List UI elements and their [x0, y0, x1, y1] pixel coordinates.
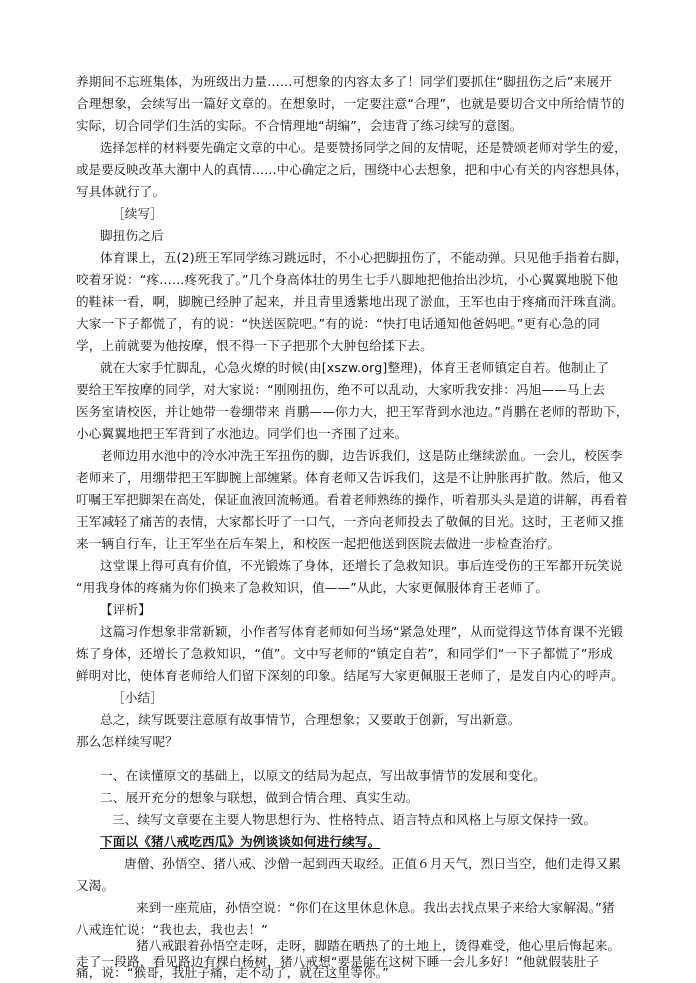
text-line: 总之，续写既要注意原有故事情节，合理想象；又要敢于创新，写出新意。: [100, 712, 521, 727]
text-line: 八戒连忙说：“我也去，我也去！”: [76, 922, 268, 937]
text-line: 要给王军按摩的同学，对大家说：“刚刚扭伤，绝不可以乱动，大家听我安排：冯旭——马上去: [76, 382, 606, 397]
text-line: 炼了身体，还增长了急救知识，“值”。文中写老师的“镇定自若”，和同学们“一下子都慌了”形成: [76, 646, 614, 661]
text-line: 就在大家手忙脚乱，心急火燎的时候(由[xszw.org]整理)，体育王老师镇定自若。他制止了: [100, 360, 610, 375]
section-label: 【评析】: [100, 602, 151, 617]
text-line: 来一辆自行车，让王军坐在后车架上，和校医一起把他送到医院去做进一步检查治疗。: [76, 536, 561, 551]
text-line: 走了一段路，看见路边有棵白杨树，猪八戒想“要是能在这树下睡一会儿多好！”他就假装肚子: [76, 954, 600, 969]
text-line: 选择怎样的材料要先确定文章的中心。是要赞扬同学之间的友情呢，还是赞颂老师对学生的爱，: [100, 140, 627, 155]
text-line: 痛，说：“猴哥，我肚子痛，走不动了，就在这里等你。”: [76, 965, 389, 980]
step-item: 二、展开充分的想象与联想，做到合情合理、真实生动。: [100, 790, 419, 805]
example-heading: 下面以《猪八戒吃西瓜》为例谈谈如何进行续写。: [100, 834, 381, 849]
text-line: 这篇习作想象非常新颖，小作者写体育老师如何当场“紧急处理”，从而觉得这节体育课不光锻: [100, 624, 624, 639]
text-line: 来到一座荒庙，孙悟空说：“你们在这里休息休息。我出去找点果子来给大家解渴。”猪: [136, 900, 615, 915]
text-line: 叮嘱王军把脚架在高处，保证血液回流畅通。看着老师熟练的操作，听着那头头是道的讲解，再看着: [76, 492, 628, 507]
text-line: “用我身体的疼痛为你们换来了急救知识，值——”从此，大家更佩服体育王老师了。: [76, 580, 549, 595]
text-line: 老师边用水池中的冷水冲洗王军扭伤的脚，边告诉我们，这是防止继续淤血。一会儿，校医李: [100, 448, 623, 463]
text-line: 咬着牙说：“疼……疼死我了。”几个身高体壮的男生七手八脚地把他抬出沙坑，小心翼翼地脱下他: [76, 272, 619, 287]
text-line: 唐僧、孙悟空、猪八戒、沙僧一起到西天取经。正值６月天气，烈日当空，他们走得又累: [124, 856, 622, 871]
text-line: 体育课上，五(2)班王军同学练习跳远时，不小心把脚扭伤了，不能动弹。只见他手指着右脚，: [100, 250, 629, 265]
text-line: 写具体就行了。: [76, 184, 166, 199]
step-item: 三、续写文章要在主要人物思想行为、性格特点、语言特点和风格上与原文保持一致。: [112, 812, 597, 827]
text-line: 老师来了，用绷带把王军脚腕上部缠紧。体育老师又告诉我们，这是不让肿胀再扩散。然后，他又: [76, 470, 624, 485]
step-item: 一、在读懂原文的基础上，以原文的结局为起点，写出故事情节的发展和变化。: [100, 768, 547, 783]
text-line: 的鞋袜一看，啊，脚腕已经肿了起来，并且青里透紫地出现了淤血，王军也由于疼痛而汗珠直淌。: [76, 294, 624, 309]
text-line: 养期间不忘班集体，为班级出力量……可想象的内容太多了！同学们要抓住“脚扭伤之后”来展开: [76, 74, 612, 89]
text-line: 或是要反映改革大潮中人的真情……中心确定之后，围绕中心去想象，把和中心有关的内容想具体，: [76, 162, 628, 177]
text-line: 小心翼翼地把王军背到了水池边。同学们也一齐围了过来。: [76, 426, 408, 441]
text-line: 医务室请校医，并让她带一卷绷带来 肖鹏——你力大，把王军背到水池边。”肖鹏在老师的帮助下，: [76, 404, 629, 419]
text-line: 王军减轻了痛苦的表情，大家都长吁了一口气，一齐向老师投去了敬佩的目光。这时，王老师又推: [76, 514, 624, 529]
section-label: ［续写］: [112, 206, 163, 221]
text-line: 大家一下子都慌了，有的说：“快送医院吧。”有的说：“快打电话通知他爸妈吧。”更有心急的同: [76, 316, 600, 331]
text-line: 鲜明对比，使体育老师给人们留下深刻的印象。结尾写大家更佩服王老师了，是发自内心的呼声。: [76, 668, 624, 683]
text-line: 这堂课上得可真有价值，不光锻炼了身体，还增长了急救知识。事后连受伤的王军都开玩笑说: [100, 558, 623, 573]
story-title: 脚扭伤之后: [100, 228, 164, 243]
text-line: 合理想象，会续写出一篇好文章的。在想象时，一定要注意“合理”，也就是要切合文中所给情节的: [76, 96, 625, 111]
text-line: 实际，切合同学们生活的实际。不合情理地“胡编”，会违背了练习续写的意图。: [76, 118, 523, 133]
text-line: 又渴。: [76, 878, 115, 893]
text-line: 那么怎样续写呢？: [76, 734, 178, 749]
text-line: 学，上前就要为他按摩，恨不得一下子把那个大肿包给揉下去。: [76, 338, 433, 353]
text-line: 猪八戒跟着孙悟空走呀，走呀，脚踏在晒热了的土地上，烫得难受，他心里后悔起来。: [136, 938, 621, 953]
section-label: ［小结］: [112, 690, 163, 705]
